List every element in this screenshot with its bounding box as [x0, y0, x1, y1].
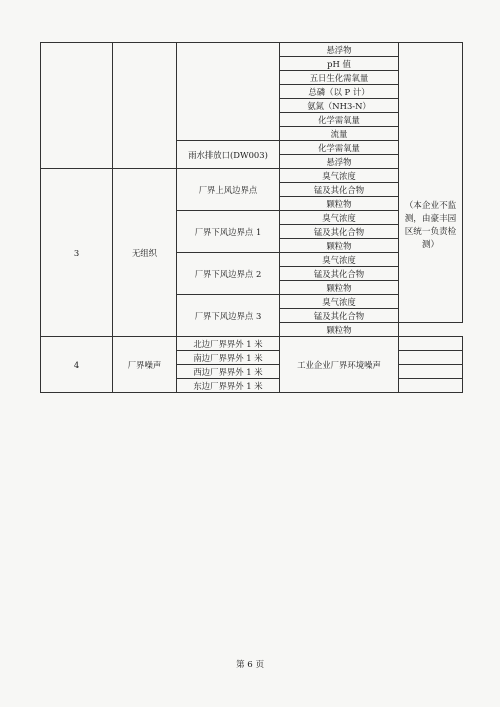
item-cell: 臭气浓度 — [280, 253, 399, 267]
note-cell — [399, 43, 463, 323]
group-type: 无组织 — [113, 169, 177, 337]
item-cell: pH 值 — [280, 57, 399, 71]
point-cell — [177, 43, 280, 141]
item-cell: 悬浮物 — [280, 155, 399, 169]
item-cell: 流量 — [280, 127, 399, 141]
item-cell: 氨氮（NH3-N） — [280, 99, 399, 113]
note-cell-empty — [399, 379, 463, 393]
point-cell: 北边厂界界外 1 米 — [177, 337, 280, 351]
page-number: 第 6 页 — [235, 660, 265, 670]
item-cell: 化学需氧量 — [280, 141, 399, 155]
item-cell: 总磷（以 P 计） — [280, 85, 399, 99]
item-cell: 化学需氧量 — [280, 113, 399, 127]
item-cell: 悬浮物 — [280, 43, 399, 57]
point-cell: 厂界上风边界点 — [177, 169, 280, 211]
no-cell — [41, 43, 113, 169]
point-cell: 南边厂界界外 1 米 — [177, 351, 280, 365]
monitoring-table — [40, 42, 463, 393]
point-cell: 厂界下风边界点 1 — [177, 211, 280, 253]
table-row — [41, 337, 463, 351]
note-cell-empty — [399, 351, 463, 365]
type-cell — [113, 43, 177, 169]
item-cell: 颗粒物 — [280, 323, 399, 337]
point-cell: 厂界下风边界点 3 — [177, 295, 280, 337]
point-cell: 雨水排放口(DW003) — [177, 141, 280, 169]
item-cell: 锰及其化合物 — [280, 267, 399, 281]
item-cell: 五日生化需氧量 — [280, 71, 399, 85]
group-number: 3 — [41, 169, 113, 337]
item-cell: 锰及其化合物 — [280, 309, 399, 323]
point-cell: 西边厂界界外 1 米 — [177, 365, 280, 379]
table-row — [41, 43, 463, 57]
item-cell: 工业企业厂界环境噪声 — [280, 337, 399, 393]
item-cell: 臭气浓度 — [280, 211, 399, 225]
group-type: 厂界噪声 — [113, 337, 177, 393]
item-cell: 锰及其化合物 — [280, 225, 399, 239]
item-cell: 臭气浓度 — [280, 295, 399, 309]
item-cell: 颗粒物 — [280, 281, 399, 295]
note-text: （本企业不监测，由豪丰园区统一负责检测） — [404, 200, 457, 250]
item-cell: 锰及其化合物 — [280, 183, 399, 197]
note-cell-empty — [399, 337, 463, 351]
item-cell: 颗粒物 — [280, 239, 399, 253]
item-cell: 颗粒物 — [280, 197, 399, 211]
item-cell: 臭气浓度 — [280, 169, 399, 183]
note-cell-empty — [399, 365, 463, 379]
point-cell: 厂界下风边界点 2 — [177, 253, 280, 295]
point-cell: 东边厂界界外 1 米 — [177, 379, 280, 393]
group-number: 4 — [41, 337, 113, 393]
